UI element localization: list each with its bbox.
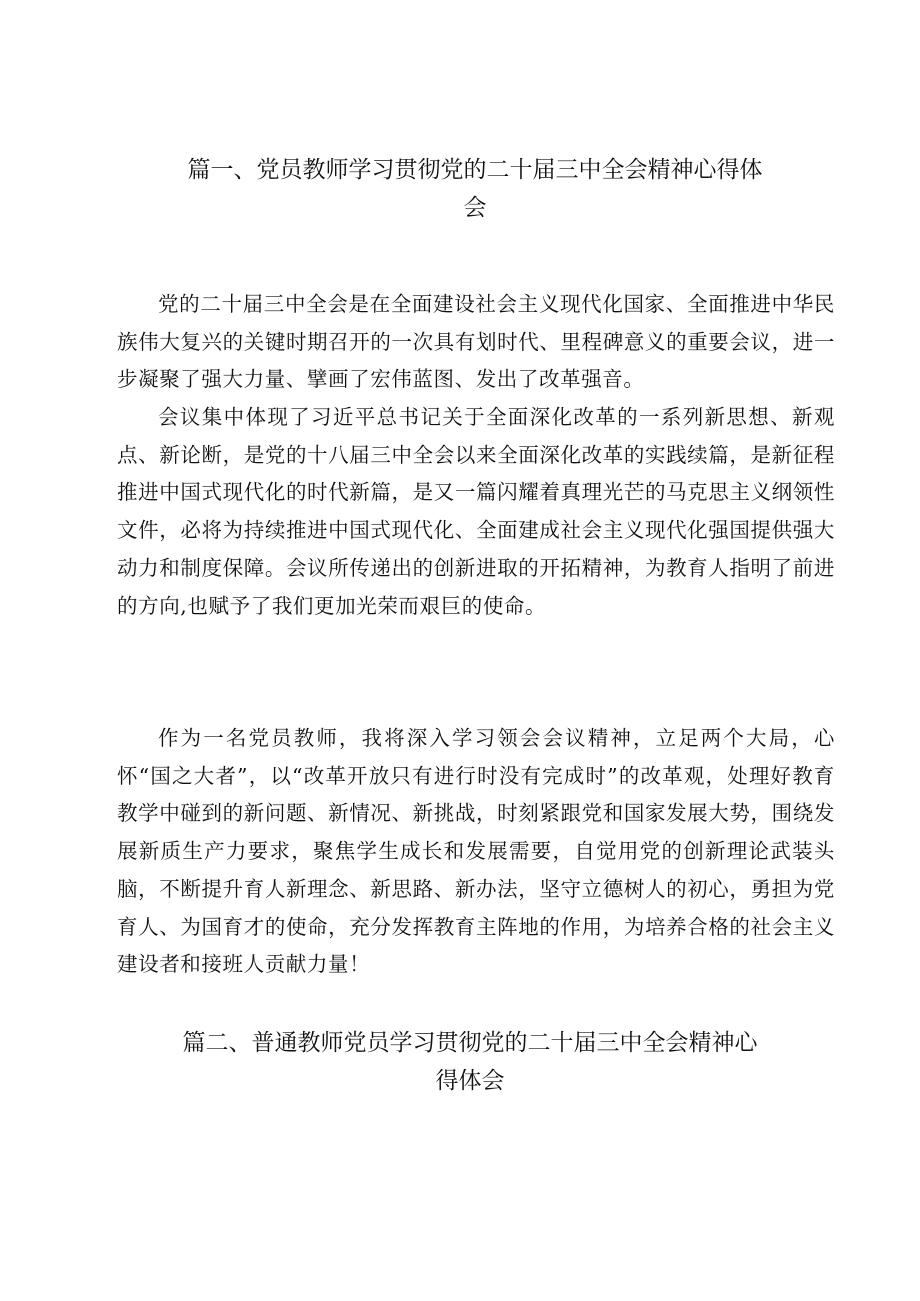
section1-title xyxy=(160,151,790,227)
section2-title-line2: 得体会 xyxy=(435,1068,505,1094)
section2-title-line1: 篇二、普通教师党员学习贯彻党的二十届三中全会精神心 xyxy=(182,1030,758,1056)
section1-paragraph-2-block xyxy=(117,399,835,625)
section2-title xyxy=(170,1024,770,1100)
body-paragraph: 会议集中体现了习近平总书记关于全面深化改革的一系列新思想、新观点、新论断，是党的十八届三中全会以来全面深化改革的实践续篇，是新征程推进中国式现代化的时代新篇，是又一篇闪耀着真理光芒的马克思主义纲领性文件，必将为持续推进中国式现代化、全面建成社会主义现代化强国提供强大动力和制度保障。会议所传递出的创新进取的开拓精神，为教育人指明了前进的方向,也赋予了我们更加光荣而艰巨的使命。 xyxy=(117,405,835,618)
body-paragraph: 党的二十届三中全会是在全面建设社会主义现代化国家、全面推进中华民族伟大复兴的关键时期召开的一次具有划时代、里程碑意义的重要会议，进一步凝聚了强大力量、擘画了宏伟蓝图、发出了改革强音。 xyxy=(117,292,835,392)
section1-title-line1: 篇一、党员教师学习贯彻党的二十届三中全会精神心得体 xyxy=(187,157,763,183)
section1-paragraph-1-block xyxy=(117,286,835,399)
section1-paragraph-3-block xyxy=(117,720,835,984)
section1-title-line2: 会 xyxy=(463,195,487,221)
body-paragraph: 作为一名党员教师，我将深入学习领会会议精神，立足两个大局，心怀“国之大者”，以“改革开放只有进行时没有完成时”的改革观，处理好教育教学中碰到的新问题、新情况、新挑战，时刻紧跟党和国家发展大势，围绕发展新质生产力要求，聚焦学生成长和发展需要，自觉用党的创新理论武装头脑，不断提升育人新理念、新思路、新办法，坚守立德树人的初心，勇担为党育人、为国育才的使命，充分发挥教育主阵地的作用，为培养合格的社会主义建设者和接班人贡献力量！ xyxy=(117,726,835,977)
